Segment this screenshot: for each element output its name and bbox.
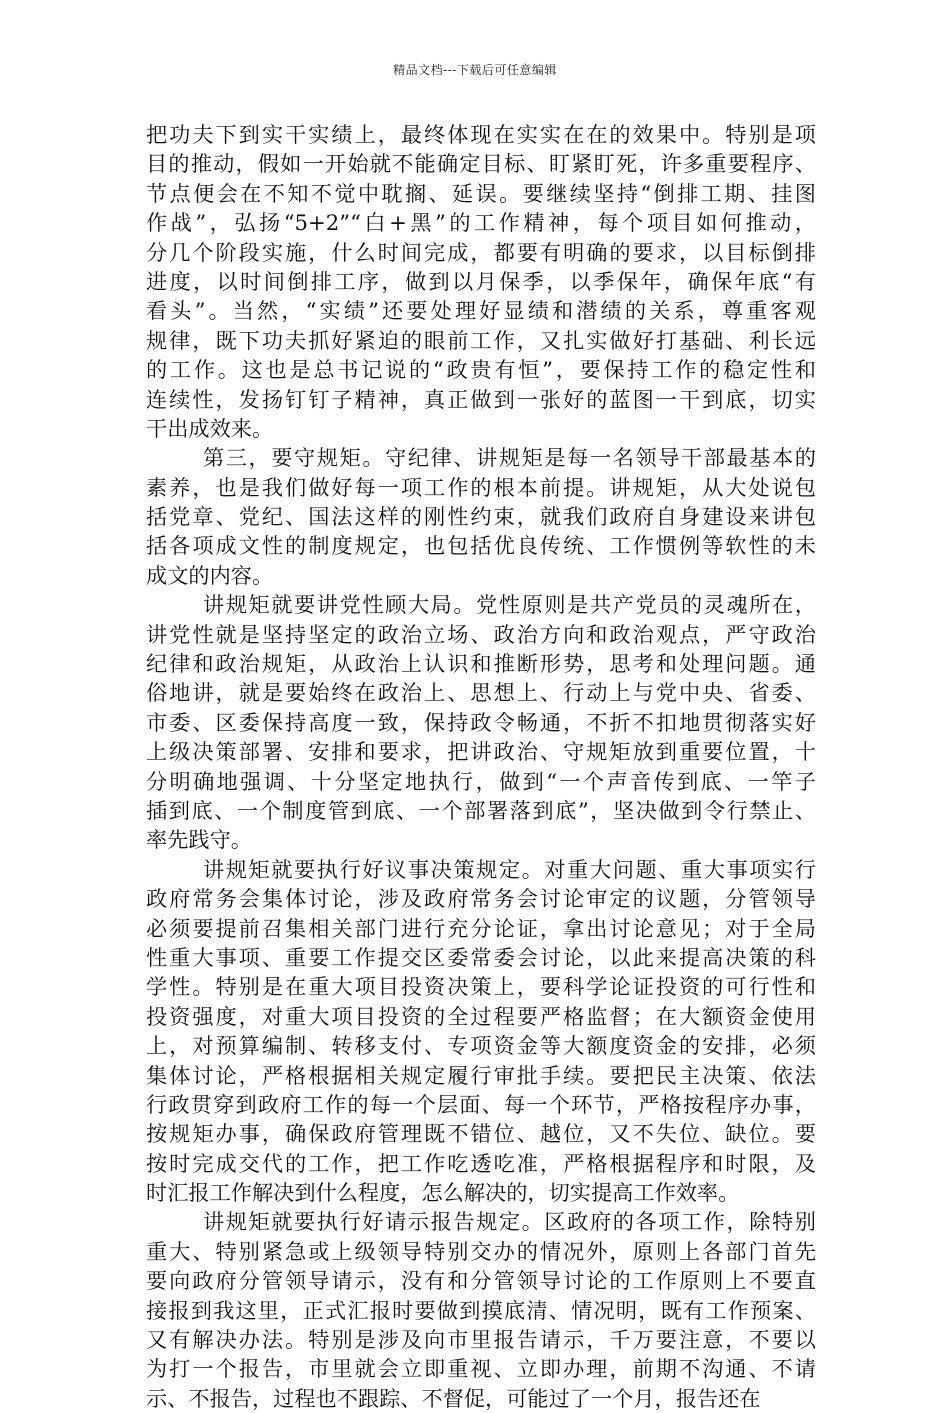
- text-line: 分几个阶段实施，什么时间完成，都要有明确的要求，以目标倒排: [146, 239, 816, 265]
- text-line: 连续性，发扬钉钉子精神，真正做到一张好的蓝图一干到底，切实: [146, 386, 816, 412]
- text-line: 括各项成文性的制度规定，也包括优良传统、工作惯例等软性的未: [146, 533, 816, 559]
- text-line: 讲规矩就要讲党性顾大局。党性原则是共产党员的灵魂所在，: [203, 592, 816, 618]
- text-line: 集体讨论，严格根据相关规定履行审批手续。要把民主决策、依法: [146, 1062, 816, 1088]
- text-line: 要向政府分管领导请示，没有和分管领导讨论的工作原则上不要直: [146, 1268, 816, 1294]
- paragraph: [146, 855, 816, 1208]
- text-line: 目的推动，假如一开始就不能确定目标、盯紧盯死，许多重要程序、: [146, 151, 816, 177]
- text-line: 插到底、一个制度管到底、一个部署落到底”，坚决做到令行禁止、: [146, 797, 816, 823]
- document-body: [146, 120, 816, 1413]
- text-line: 讲规矩就要执行好请示报告规定。区政府的各项工作，除特别: [203, 1209, 816, 1235]
- text-line: 节点便会在不知不觉中耽搁、延误。要继续坚持“倒排工期、挂图: [146, 180, 816, 206]
- paragraph: [146, 120, 816, 443]
- text-line: 学性。特别是在重大项目投资决策上，要科学论证投资的可行性和: [146, 974, 816, 1000]
- text-line: 上，对预算编制、转移支付、专项资金等大额度资金的安排，必须: [146, 1033, 816, 1059]
- text-line: 又有解决办法。特别是涉及向市里报告请示，千万要注意，不要以: [146, 1327, 816, 1353]
- text-line: 率先践守。: [146, 827, 252, 853]
- text-line: 按时完成交代的工作，把工作吃透吃准，严格根据程序和时限，及: [146, 1150, 816, 1176]
- text-line: 规律，既下功夫抓好紧迫的眼前工作，又扎实做好打基础、利长远: [146, 327, 816, 353]
- text-line: 投资强度，对重大项目投资的全过程要严格监督；在大额资金使用: [146, 1003, 816, 1029]
- text-line: 看头”。当然，“实绩”还要处理好显绩和潜绩的关系，尊重客观: [146, 298, 816, 324]
- text-line: 的工作。这也是总书记说的“政贵有恒”，要保持工作的稳定性和: [146, 357, 816, 383]
- text-line: 作战”，弘扬“5+2”“白+黑”的工作精神，每个项目如何推动，: [146, 210, 816, 236]
- text-line: 示、不报告，过程也不跟踪、不督促，可能过了一个月，报告还在: [146, 1385, 761, 1411]
- text-line: 时汇报工作解决到什么程度，怎么解决的，切实提高工作效率。: [146, 1180, 740, 1206]
- text-line: 讲规矩就要执行好议事决策规定。对重大问题、重大事项实行: [203, 856, 816, 882]
- paragraph: [146, 443, 816, 590]
- page-header: 精品文档---下载后可任意编辑: [393, 63, 557, 77]
- text-line: 行政贯穿到政府工作的每一个层面、每一个环节，严格按程序办事，: [146, 1091, 816, 1117]
- text-line: 素养，也是我们做好每一项工作的根本前提。讲规矩，从大处说包: [146, 474, 816, 500]
- text-line: 把功夫下到实干实绩上，最终体现在实实在在的效果中。特别是项: [146, 122, 816, 147]
- text-line: 干出成效来。: [146, 415, 274, 441]
- text-line: 为打一个报告，市里就会立即重视、立即办理，前期不沟通、不请: [146, 1356, 816, 1382]
- text-line: 分明确地强调、十分坚定地执行，做到“一个声音传到底、一竿子: [146, 768, 816, 794]
- text-line: 进度，以时间倒排工序，做到以月保季，以季保年，确保年底“有: [146, 268, 816, 294]
- text-line: 接报到我这里，正式汇报时要做到摸底清、情况明，既有工作预案、: [146, 1297, 816, 1323]
- text-line: 市委、区委保持高度一致，保持政令畅通，不折不扣地贯彻落实好: [146, 709, 816, 735]
- text-line: 第三，要守规矩。守纪律、讲规矩是每一名领导干部最基本的: [203, 445, 816, 471]
- text-line: 上级决策部署、安排和要求，把讲政治、守规矩放到重要位置，十: [146, 739, 816, 765]
- text-line: 括党章、党纪、国法这样的刚性约束，就我们政府自身建设来讲包: [146, 504, 816, 530]
- text-line: 重大、特别紧急或上级领导特别交办的情况外，原则上各部门首先: [146, 1238, 816, 1264]
- paragraph: [146, 590, 816, 855]
- text-line: 成文的内容。: [146, 562, 274, 588]
- paragraph: [146, 1207, 816, 1413]
- text-line: 性重大事项、重要工作提交区委常委会讨论，以此来提高决策的科: [146, 944, 816, 970]
- text-line: 讲党性就是坚持坚定的政治立场、政治方向和政治观点，严守政治: [146, 621, 816, 647]
- text-line: 俗地讲，就是要始终在政治上、思想上、行动上与党中央、省委、: [146, 680, 816, 706]
- text-line: 纪律和政治规矩，从政治上认识和推断形势，思考和处理问题。通: [146, 651, 816, 677]
- text-line: 按规矩办事，确保政府管理既不错位、越位，又不失位、缺位。要: [146, 1121, 816, 1147]
- text-line: 政府常务会集体讨论，涉及政府常务会讨论审定的议题，分管领导: [146, 886, 816, 912]
- text-line: 必须要提前召集相关部门进行充分论证，拿出讨论意见；对于全局: [146, 915, 816, 941]
